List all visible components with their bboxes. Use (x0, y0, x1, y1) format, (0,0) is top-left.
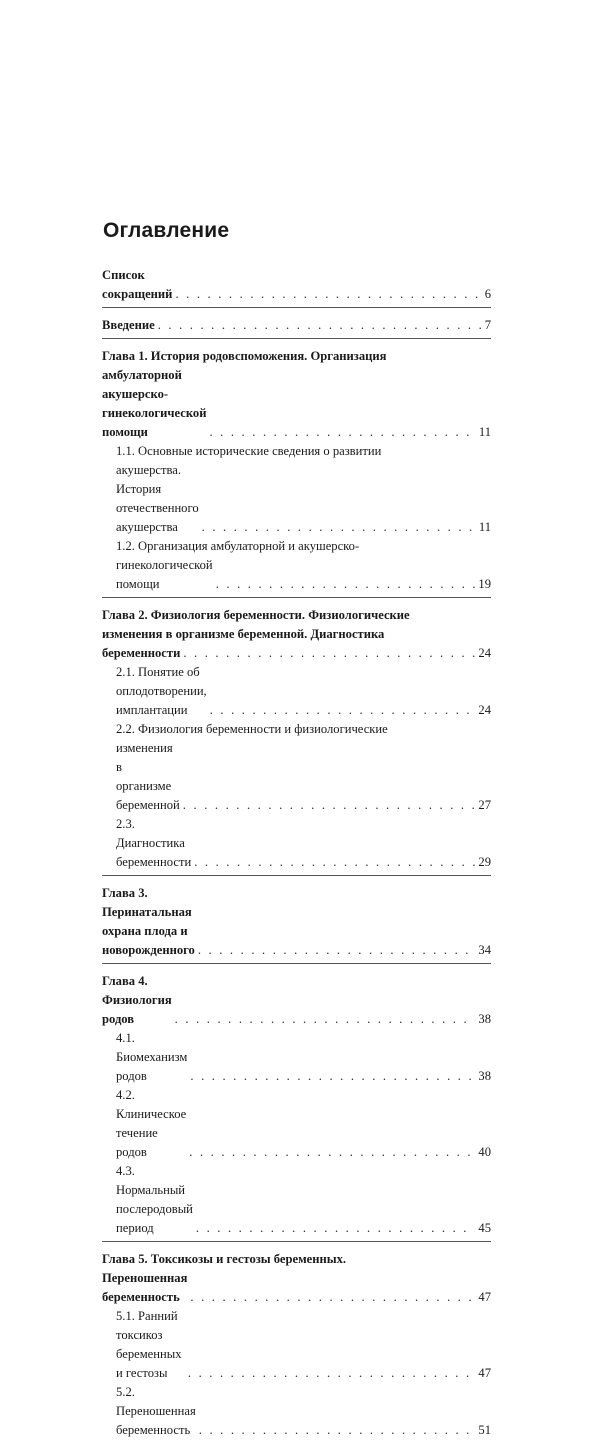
toc-page-number: 11 (478, 520, 491, 534)
dot-leader (209, 423, 475, 442)
toc-entry-title: гинекологической помощи (116, 558, 213, 591)
toc-entry-section-2-2-line[interactable] (102, 720, 491, 739)
toc-group-intro (102, 316, 491, 339)
dot-leader (183, 644, 475, 663)
dot-leader (210, 701, 476, 720)
dot-leader (190, 1067, 475, 1086)
toc-page-number: 45 (478, 1221, 491, 1235)
toc-entry-section-1-1-line[interactable] (102, 442, 491, 461)
toc-entry-intro[interactable] (102, 316, 491, 335)
toc-group-chapter-2 (102, 606, 491, 876)
toc-entry-title: 2.2. Физиология беременности и физиологические (116, 722, 388, 736)
toc-entry-title: 4.3. Нормальный послеродовый период (116, 1164, 193, 1235)
toc-entry-chapter-1-line[interactable] (102, 347, 491, 366)
toc-entry-chapter-5[interactable] (102, 1269, 491, 1307)
toc-entry-title: 4.1. Биомеханизм родов (116, 1031, 188, 1083)
toc-entry-title: амбулаторной акушерско-гинекологической помощи (102, 368, 207, 439)
toc-entry-title: 4.2. Клиническое течение родов (116, 1088, 187, 1159)
toc-group-chapter-3 (102, 884, 491, 964)
toc-entry-title: Глава 3. Перинатальная охрана плода и новорожденного (102, 886, 195, 957)
dot-leader (202, 518, 476, 537)
toc-entry-section-2-1[interactable] (102, 663, 491, 720)
dot-leader (183, 796, 476, 815)
dot-leader (175, 285, 481, 304)
toc-page-number: 47 (478, 1366, 491, 1380)
toc-entry-title: Глава 4. Физиология родов (102, 974, 172, 1026)
toc-entry-chapter-2-line[interactable] (102, 606, 491, 625)
toc-page-number: 27 (478, 798, 491, 812)
toc-entry-title: Глава 1. История родовспоможения. Организация (102, 349, 387, 363)
toc-entry-title: изменения в организме беременной. Диагностика (102, 627, 385, 641)
toc-entry-section-4-1[interactable] (102, 1029, 491, 1086)
page-title: Оглавление (103, 219, 230, 242)
toc-entry-title: акушерства. История отечественного акушерства (116, 463, 199, 534)
toc-entry-title: Введение (102, 318, 155, 332)
toc-entry-chapter-3[interactable] (102, 884, 491, 960)
toc-entry-section-1-1[interactable] (102, 461, 491, 537)
toc-page-number: 29 (478, 855, 491, 869)
toc-page-number: 38 (478, 1012, 491, 1026)
toc-page-number: 11 (478, 425, 491, 439)
toc-entry-title: 1.1. Основные исторические сведения о развитии (116, 444, 382, 458)
dot-leader (190, 1288, 475, 1307)
dot-leader (199, 1421, 476, 1440)
dot-leader (194, 853, 475, 872)
toc-entry-section-5-1[interactable] (102, 1307, 491, 1383)
toc-page-number: 38 (478, 1069, 491, 1083)
toc-entry-title: 1.2. Организация амбулаторной и акушерско- (116, 539, 360, 553)
toc-page-number: 51 (478, 1423, 491, 1437)
toc-group-chapter-1 (102, 347, 491, 598)
toc-entry-section-2-2[interactable] (102, 739, 491, 815)
dot-leader (188, 1364, 476, 1383)
dot-leader (196, 1219, 476, 1238)
toc-entry-abbrev[interactable] (102, 266, 491, 304)
toc-page-number: 34 (478, 943, 491, 957)
toc-entry-title: 2.1. Понятие об оплодотворении, имплантации (116, 665, 207, 717)
toc-entry-title: Глава 2. Физиология беременности. Физиологические (102, 608, 410, 622)
toc-page-number: 6 (484, 287, 491, 301)
toc-entry-section-1-2-line[interactable] (102, 537, 491, 556)
dot-leader (189, 1143, 475, 1162)
toc-entry-chapter-2-line[interactable] (102, 625, 491, 644)
toc-entry-section-1-2[interactable] (102, 556, 491, 594)
toc-page-number: 24 (478, 646, 491, 660)
toc-entry-section-5-2[interactable] (102, 1383, 491, 1440)
toc-entry-title: 5.1. Ранний токсикоз беременных и гестозы (116, 1309, 182, 1380)
toc-page-number: 47 (478, 1290, 491, 1304)
toc-entry-section-4-3[interactable] (102, 1162, 491, 1238)
toc-entry-title: беременности (102, 646, 181, 660)
toc-entry-chapter-1[interactable] (102, 366, 491, 442)
toc-entry-title: Глава 5. Токсикозы и гестозы беременных. (102, 1252, 347, 1266)
table-of-contents (102, 266, 491, 1451)
toc-page-number: 7 (484, 318, 491, 332)
dot-leader (198, 941, 476, 960)
toc-page-number: 24 (478, 703, 491, 717)
toc-entry-title: Переношенная беременность (102, 1271, 188, 1304)
dot-leader (216, 575, 476, 594)
dot-leader (158, 316, 482, 335)
toc-group-chapter-4 (102, 972, 491, 1242)
toc-page-number: 19 (478, 577, 491, 591)
toc-entry-title: 5.2. Переношенная беременность (116, 1385, 196, 1437)
toc-group-chapter-5 (102, 1250, 491, 1443)
toc-entry-title: 2.3. Диагностика беременности (116, 817, 192, 869)
toc-entry-chapter-2[interactable] (102, 644, 491, 663)
toc-entry-section-4-2[interactable] (102, 1086, 491, 1162)
toc-entry-title: изменения в организме беременной (116, 741, 180, 812)
toc-page-number: 40 (478, 1145, 491, 1159)
toc-group-abbrev (102, 266, 491, 308)
toc-entry-title: Список сокращений (102, 268, 173, 301)
dot-leader (175, 1010, 476, 1029)
toc-entry-chapter-4[interactable] (102, 972, 491, 1029)
toc-entry-section-2-3[interactable] (102, 815, 491, 872)
toc-entry-chapter-5-line[interactable] (102, 1250, 491, 1269)
